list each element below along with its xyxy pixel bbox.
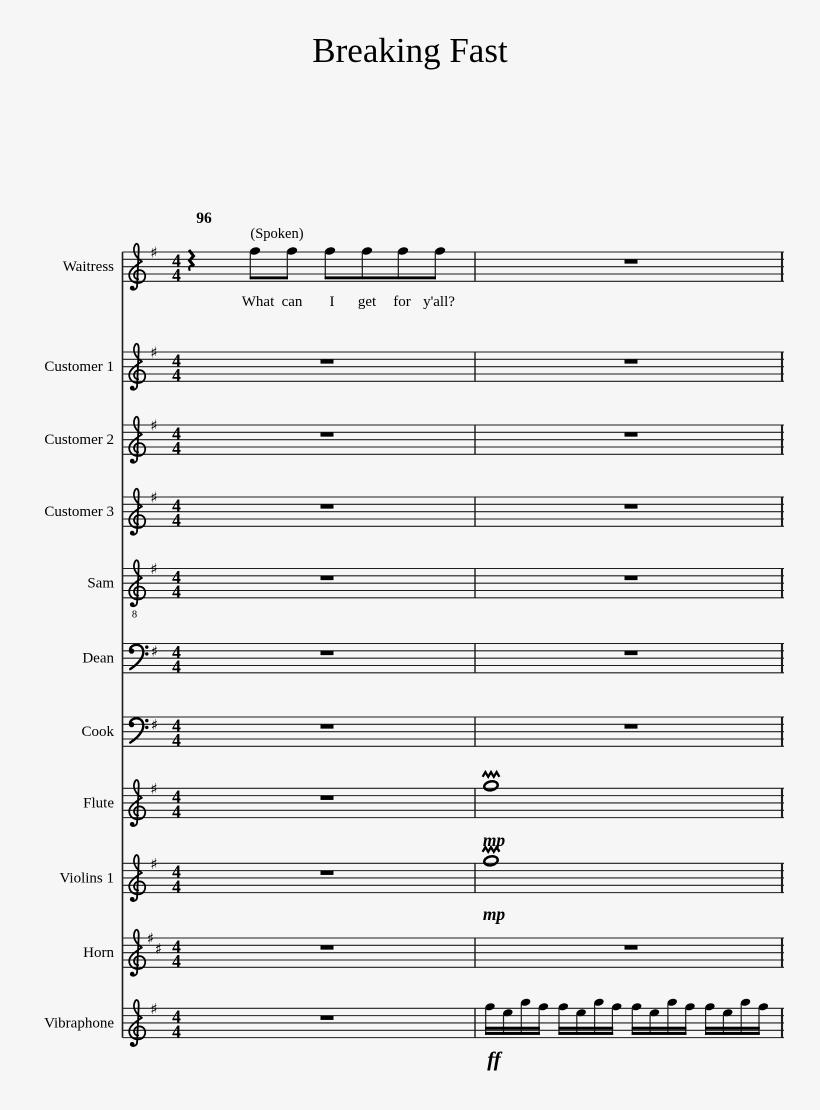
staff-label-cook: Cook [81, 724, 114, 741]
whole-rest [625, 432, 638, 436]
time-signature-top: 4 [172, 1006, 181, 1027]
treble-clef-icon [134, 1000, 142, 1042]
dynamic-violins: mp [482, 904, 506, 924]
staff-label-vibraphone: Vibraphone [44, 1015, 114, 1032]
treble-clef-icon [134, 489, 142, 531]
whole-rest [625, 651, 638, 655]
whole-rest [625, 724, 638, 728]
time-signature-top: 4 [172, 250, 181, 271]
sharp-icon: ♯ [150, 854, 158, 873]
staff-label-sam: Sam [87, 575, 114, 592]
staff-label-horn: Horn [83, 945, 114, 962]
sharp-icon: ♯ [150, 642, 159, 661]
lyric-syllable: What [241, 294, 275, 310]
time-signature-bottom: 4 [172, 265, 181, 285]
beam [632, 1032, 687, 1035]
whole-rest [625, 359, 638, 363]
whole-note [483, 855, 498, 866]
notation-layer [44, 244, 784, 1047]
sharp-icon: ♯ [150, 488, 158, 507]
time-signature-top: 4 [172, 936, 181, 957]
sharp-icon: ♯ [150, 416, 158, 435]
beam [250, 276, 288, 279]
whole-rest [625, 259, 638, 263]
time-signature-top: 4 [172, 861, 181, 882]
whole-rest [321, 871, 334, 875]
beam [558, 1032, 613, 1035]
sharp-icon: ♯ [150, 343, 158, 362]
beam [632, 1027, 687, 1030]
treble-clef-icon [130, 386, 135, 391]
trill-squiggle-icon [483, 772, 500, 777]
quarter-rest [189, 266, 194, 271]
bass-clef-icon [145, 645, 148, 648]
staff-label-customer-2: Customer 2 [44, 432, 114, 449]
whole-rest [625, 504, 638, 508]
time-signature-bottom: 4 [172, 656, 181, 677]
sharp-icon: ♯ [154, 940, 163, 958]
time-signature-top: 4 [172, 350, 181, 371]
staff-label-waitress: Waitress [62, 259, 114, 276]
sharp-icon: ♯ [146, 929, 155, 948]
beam [558, 1027, 613, 1030]
time-signature-bottom: 4 [172, 365, 181, 385]
time-signature-bottom: 4 [172, 730, 181, 750]
beam [705, 1027, 760, 1030]
treble-clef-icon [130, 286, 135, 291]
time-signature-top: 4 [172, 786, 181, 807]
whole-rest [321, 1016, 334, 1020]
beam [485, 1032, 540, 1035]
whole-rest [625, 576, 638, 580]
time-signature-bottom: 4 [172, 510, 181, 530]
dynamic-flute: mp [482, 830, 506, 850]
lyric-syllable: can [281, 294, 303, 310]
staff-label-customer-1: Customer 1 [44, 359, 114, 376]
treble-clef-icon [134, 855, 142, 897]
treble-clef-icon [134, 417, 142, 459]
lyric-syllable: I [329, 294, 335, 310]
treble-clef-icon [130, 1042, 135, 1047]
time-signature-top: 4 [172, 423, 181, 444]
spoken-label: (Spoken) [250, 226, 304, 242]
time-signature-bottom: 4 [172, 876, 181, 897]
treble-clef-icon [130, 972, 135, 977]
time-signature-bottom: 4 [172, 581, 181, 602]
whole-rest [321, 576, 334, 580]
treble-clef-icon [130, 459, 135, 464]
time-signature-top: 4 [172, 641, 181, 662]
time-signature-top: 4 [172, 715, 181, 736]
sharp-icon: ♯ [150, 715, 159, 734]
treble-clef-icon [134, 560, 142, 602]
time-signature-bottom: 4 [172, 1021, 181, 1042]
lyric-syllable: for [393, 294, 411, 310]
treble-clef-icon [134, 244, 142, 286]
whole-note [483, 780, 498, 791]
dynamic-vibraphone: ff [487, 1047, 501, 1071]
time-signature-top: 4 [172, 495, 181, 516]
staff-label-dean: Dean [82, 650, 114, 667]
bass-clef-icon [145, 652, 148, 655]
treble-clef-icon [130, 822, 135, 827]
whole-rest [321, 945, 334, 949]
sharp-icon: ♯ [150, 560, 158, 578]
treble-clef-icon [134, 930, 142, 972]
treble-clef-icon [134, 780, 142, 822]
whole-rest [321, 359, 334, 363]
staff-label-customer-3: Customer 3 [44, 504, 114, 521]
staff-label-flute: Flute [83, 795, 114, 812]
treble-clef-icon [130, 602, 135, 607]
lyric-syllable: y'all? [423, 294, 455, 310]
bass-clef-icon [129, 648, 134, 653]
treble-clef-icon [130, 897, 135, 902]
lyric-syllable: get [357, 294, 377, 310]
beam [325, 276, 436, 279]
whole-rest [321, 796, 334, 800]
whole-rest [321, 504, 334, 508]
sharp-icon: ♯ [150, 779, 158, 798]
time-signature-bottom: 4 [172, 438, 181, 458]
whole-rest [321, 432, 334, 436]
beam [485, 1027, 540, 1030]
bass-clef-icon [129, 722, 134, 727]
sharp-icon: ♯ [150, 243, 158, 262]
whole-rest [321, 651, 334, 655]
whole-rest [625, 945, 638, 949]
treble-clef-icon [134, 344, 142, 386]
time-signature-top: 4 [172, 566, 181, 587]
whole-rest [321, 724, 334, 728]
time-signature-bottom: 4 [172, 801, 181, 822]
sharp-icon: ♯ [150, 999, 158, 1018]
score-title: Breaking Fast [312, 31, 508, 70]
octave-8-marker: 8 [131, 609, 138, 621]
staff-label-violins-1: Violins 1 [59, 870, 114, 887]
bass-clef-icon [145, 726, 148, 729]
beam [705, 1032, 760, 1035]
bass-clef-icon [145, 719, 148, 722]
treble-clef-icon [130, 531, 135, 536]
time-signature-bottom: 4 [172, 951, 181, 971]
measure-number: 96 [196, 210, 212, 227]
